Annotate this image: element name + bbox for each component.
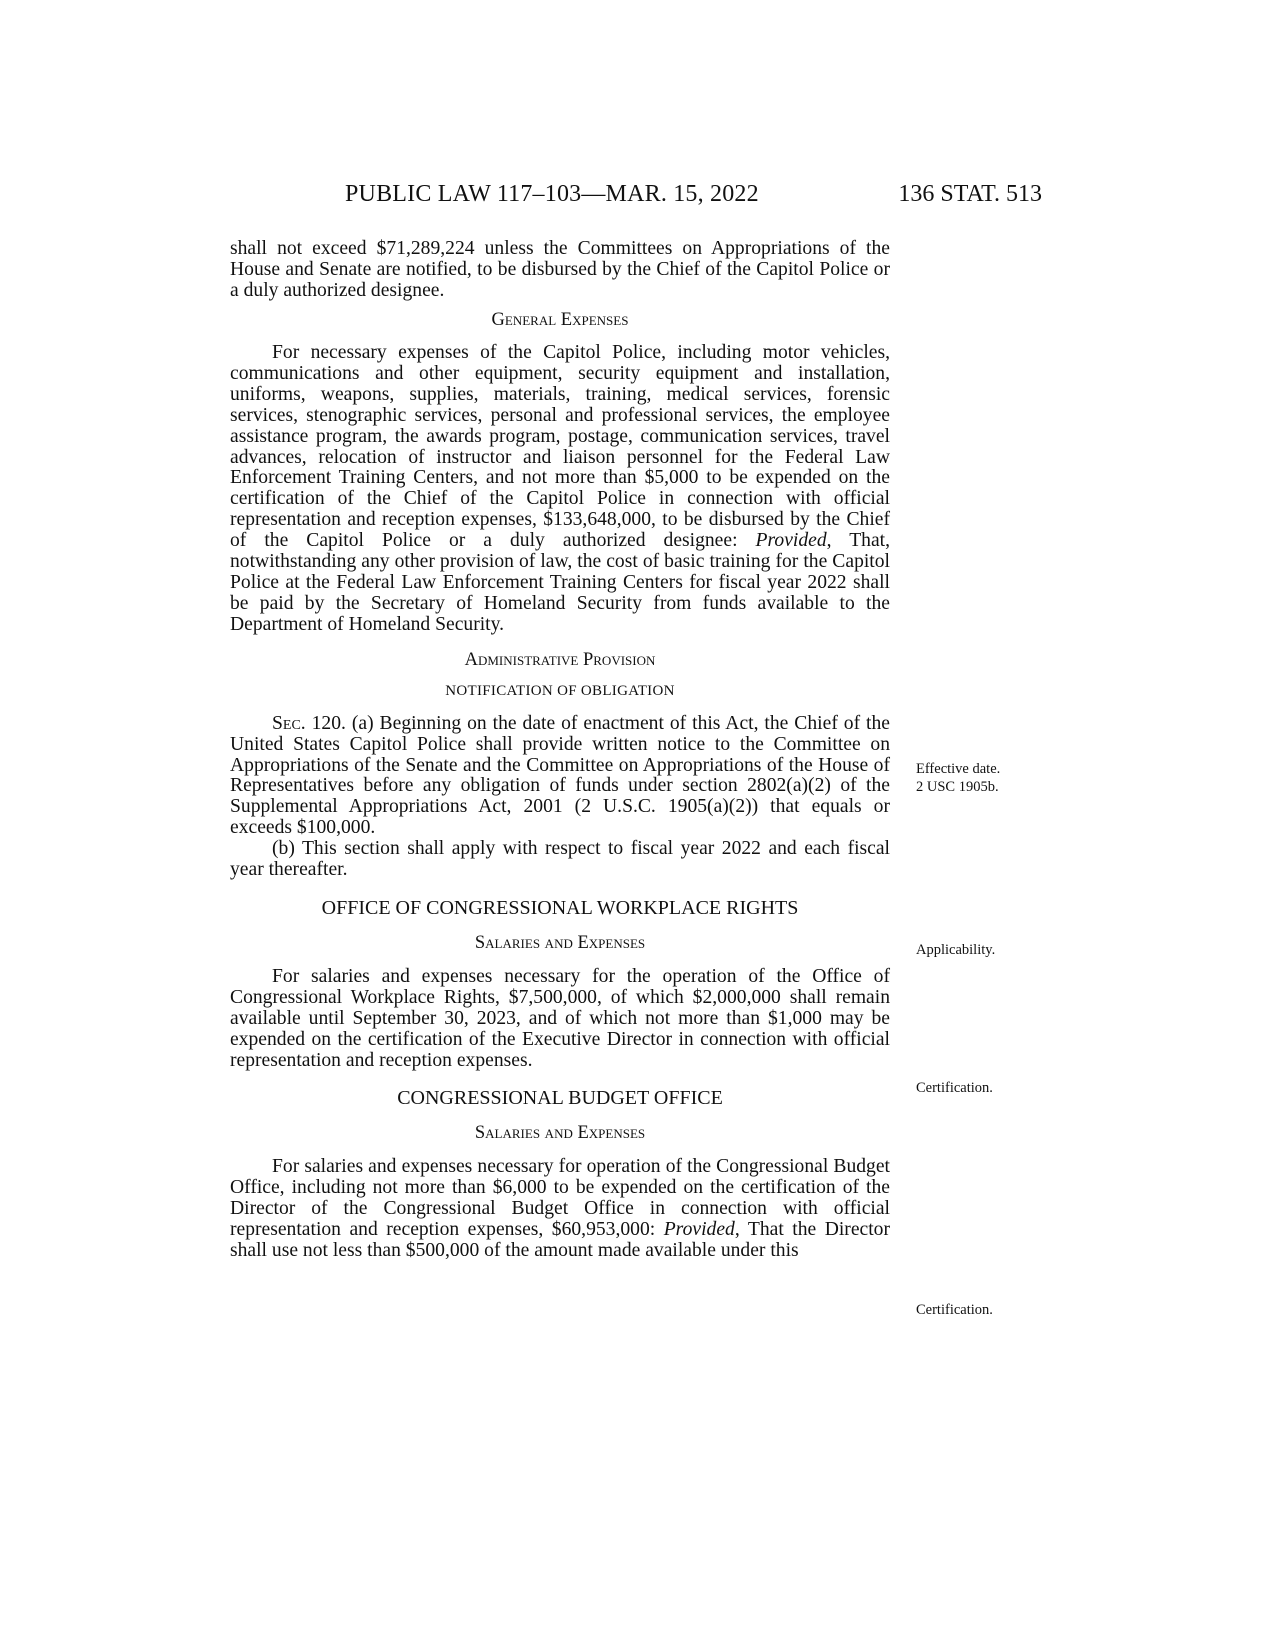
paragraph-sec-120-b: (b) This section shall apply with respect to fiscal year 2022 and each fiscal year thereafter. (230, 838, 890, 881)
paragraph-sec-120-a (230, 714, 890, 839)
margin-note-applicability: Applicability. (916, 942, 996, 958)
paragraph-ocwr: For salaries and expenses necessary for the operation of the Office of Congressional Workplace Rights, $7,500,000, of which $2,000,000 shall remain available until September 30, 2023, and of which not more than $1,000 may be expended on the certification of the Executive Director in connection with official representation and reception expenses. (230, 965, 890, 1071)
heading-general-expenses: General Expenses (491, 310, 629, 330)
heading-salaries-and-expenses-cbo: Salaries and Expenses (474, 1123, 646, 1144)
cbo-text-1: For salaries and expenses necessary for operation of the Congressional Budget Office, including not more than $6,000 to be expended on the certification of the Director of the Congressional Budget Office in connection with official representation and reception expenses, $60,953,000: (230, 1156, 890, 1241)
cbo-text-2: , That the Director shall use not less than $500,000 of the amount made available under this (230, 1219, 890, 1262)
section-text: 120. (a) Beginning on the date of enactment of this Act, the Chief of the United States Capitol Police shall provide written notice to the Committee on Appropriations of the Senate and the Committee on Appropriations of the House of Representatives before any obligation of funds under section 2802(a)(2) of the Supplemental Appropriations Act, 2001 (2 U.S.C. 1905(a)(2)) that equals or exceeds $100,000. (230, 712, 890, 839)
heading-salaries-and-expenses-ocwr: Salaries and Expenses (474, 932, 646, 953)
page-number: 136 STAT. 513 (898, 181, 1042, 207)
paragraph-cbo (230, 1157, 890, 1262)
continued-paragraph: shall not exceed $71,289,224 unless the Committees on Appropriations of the House and Senate are notified, to be disbursed by the Chief of the Capitol Police or a duly authorized designee. (230, 238, 890, 301)
margin-note-certification-cbo: Certification. (916, 1302, 993, 1318)
heading-notification-of-obligation: NOTIFICATION OF OBLIGATION (445, 682, 675, 699)
paragraph-general-expenses (230, 343, 890, 636)
provided-term: Provided (663, 1219, 735, 1241)
provided-term: Provided (755, 530, 827, 552)
page-body (230, 239, 890, 1262)
heading-administrative-provision: Administrative Provision (464, 649, 656, 670)
margin-note-effective-date: Effective date. (916, 761, 1001, 777)
section-label: Sec. (272, 712, 306, 734)
general-text-1: For necessary expenses of the Capitol Police, including motor vehicles, communications and other equipment, security equipment and installation, uniforms, weapons, supplies, materials, training, medical services, forensic services, stenographic services, personal and professional services, the employee assistance program, the awards program, postage, communication services, travel advances, relocation of instructor and liaison personnel for the Federal Law Enforcement Training Centers, and not more than $5,000 to be expended on the certification of the Chief of the Capitol Police in connection with official representation and reception expenses, $133,648,000, to be disbursed by the Chief of the Capitol Police or a duly authorized designee: (230, 342, 890, 552)
heading-congressional-budget-office: CONGRESSIONAL BUDGET OFFICE (397, 1087, 723, 1110)
running-title: PUBLIC LAW 117–103—MAR. 15, 2022 (345, 181, 759, 207)
general-text-2: , That, notwithstanding any other provision of law, the cost of basic training for the Capitol Police at the Federal Law Enforcement Training Centers for fiscal year 2022 shall be paid by the Secretary of Homeland Security from funds available to the Department of Homeland Security. (230, 530, 890, 635)
margin-note-certification-ocwr: Certification. (916, 1080, 993, 1096)
page-header (0, 181, 1275, 215)
heading-office-of-congressional-workplace-rights: OFFICE OF CONGRESSIONAL WORKPLACE RIGHTS (321, 896, 799, 919)
margin-note-usc: 2 USC 1905b. (916, 779, 999, 795)
